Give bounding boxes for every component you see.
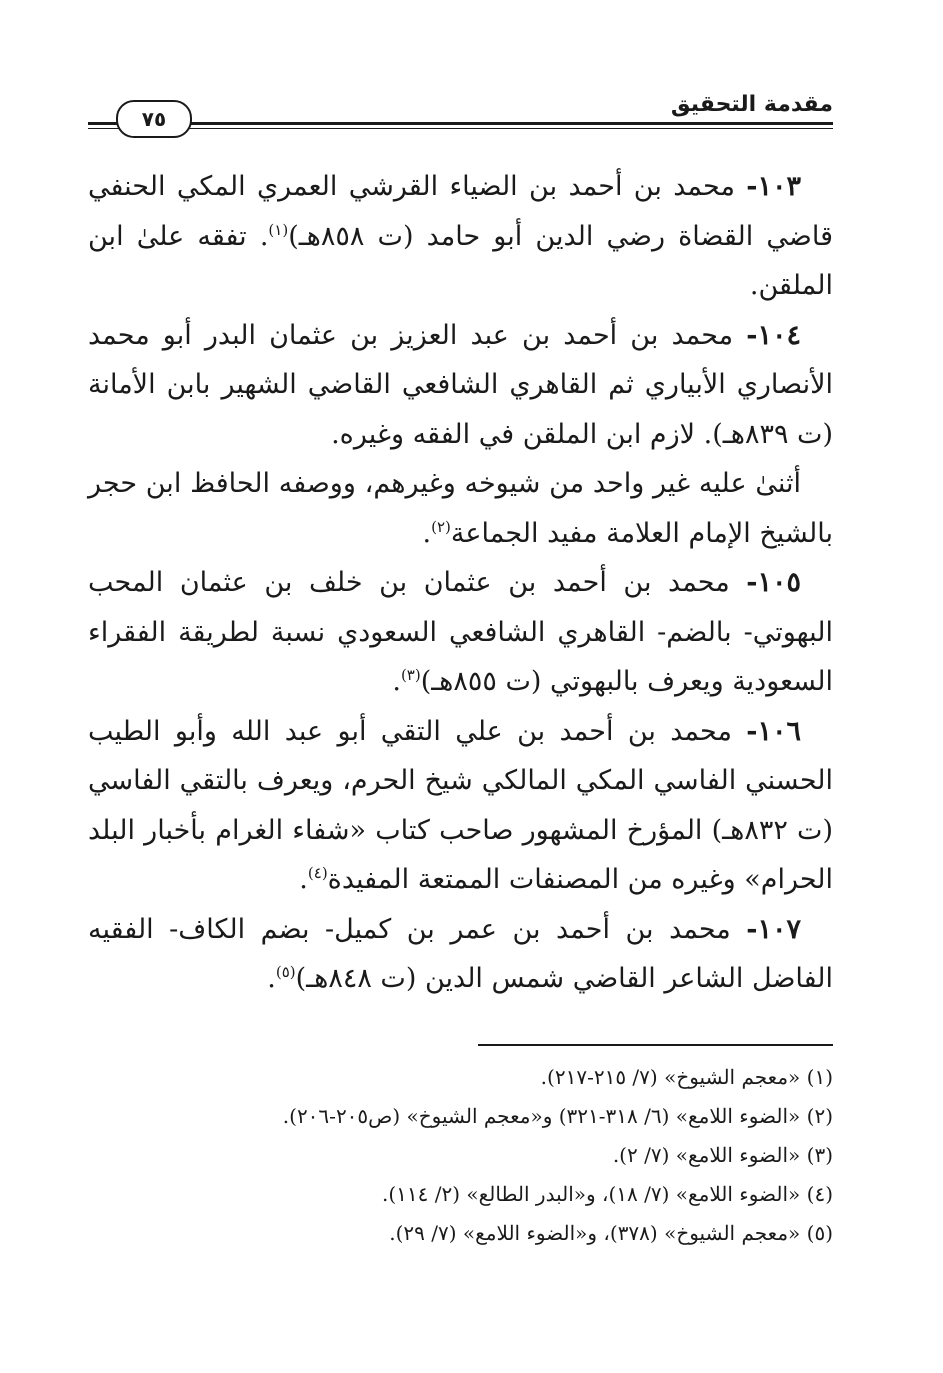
entry-text: محمد بن أحمد بن عمر بن كميل- بضم الكاف- الفقيه الفاضل الشاعر القاضي شمس الدين (ت ٨٤٨هـ)	[88, 913, 833, 994]
entry-text: محمد بن أحمد بن عثمان بن خلف بن عثمان المحب البهوتي- بالضم- القاهري الشافعي السعودي نسبة لطريقة الفقراء السعودية ويعرف بالبهوتي (ت ٨٥٥هـ)	[88, 567, 833, 697]
entry-105	[88, 558, 833, 707]
entry-text-end: .	[267, 963, 276, 994]
entry-number: ١٠٧-	[746, 913, 801, 945]
entry-text-end: .	[422, 517, 432, 549]
entry-text-end: . تفقه علىٰ ابن الملقن.	[88, 220, 833, 301]
running-header	[88, 92, 833, 132]
footnote-ref[interactable]: (١)	[268, 220, 289, 239]
entry-text: محمد بن أحمد بن الضياء القرشي العمري المكي الحنفي قاضي القضاة رضي الدين أبو حامد (ت ٨٥٨هـ)	[88, 171, 833, 252]
footnote-item: (٣) «الضوء اللامع» (٧/ ٢).	[612, 1143, 833, 1167]
entry-number: ١٠٤-	[746, 319, 801, 351]
header-title: مقدمة التحقيق	[670, 92, 833, 117]
footnote-ref[interactable]: (٣)	[400, 666, 421, 684]
footnote-item: (١) «معجم الشيوخ» (٧/ ٢١٥-٢١٧).	[540, 1065, 833, 1089]
entry-text: أثنىٰ عليه غير واحد من شيوخه وغيرهم، ووصفه الحافظ ابن حجر بالشيخ الإمام العلامة مفيد الجماعة	[88, 468, 833, 549]
entry-104	[88, 311, 833, 460]
entry-number: ١٠٣-	[746, 171, 801, 202]
footnote-item: (٢) «الضوء اللامع» (٦/ ٣١٨-٣٢١) و«معجم الشيوخ» (ص٢٠٥-٢٠٦).	[282, 1104, 833, 1128]
entry-107	[88, 905, 833, 1004]
entry-number: ١٠٥-	[746, 567, 801, 598]
entry-text: محمد بن أحمد بن علي التقي أبو عبد الله وأبو الطيب الحسني الفاسي المكي المالكي شيخ الحرم، ويعرف بالتقي الفاسي (ت ٨٣٢هـ) المؤرخ المشهور صاحب كتاب «شفاء الغرام بأخبار البلد الحرام» وغيره من المصنفات الممتعة المفيدة	[88, 715, 833, 895]
page-number: ٧٥	[116, 100, 192, 138]
header-rule-thin	[88, 128, 833, 129]
footnote-item: (٥) «معجم الشيوخ» (٣٧٨)، و«الضوء اللامع» (٧/ ٢٩).	[389, 1221, 833, 1245]
entry-104-continued	[88, 459, 833, 558]
entry-106	[88, 707, 833, 905]
body-text	[88, 162, 833, 1004]
entry-number: ١٠٦-	[746, 715, 801, 747]
entry-text: محمد بن أحمد بن عبد العزيز بن عثمان البدر أبو محمد الأنصاري الأبياري ثم القاهري الشافعي القاضي الشهير بابن الأمانة (ت ٨٣٩هـ). لازم ابن الملقن في الفقه وغيره.	[88, 319, 833, 450]
entry-text-end: .	[299, 864, 308, 895]
footnote-item: (٤) «الضوء اللامع» (٧/ ١٨)، و«البدر الطالع» (٢/ ١١٤).	[382, 1182, 833, 1206]
footnote-ref[interactable]: (٢)	[431, 517, 451, 536]
header-rule-thick	[88, 122, 833, 125]
footnotes-list	[88, 1058, 833, 1253]
entry-103	[88, 162, 833, 311]
footnote-ref[interactable]: (٥)	[275, 963, 296, 981]
entry-text-end: .	[392, 666, 401, 697]
footnote-separator	[478, 1044, 833, 1046]
footnote-ref[interactable]: (٤)	[307, 864, 328, 882]
